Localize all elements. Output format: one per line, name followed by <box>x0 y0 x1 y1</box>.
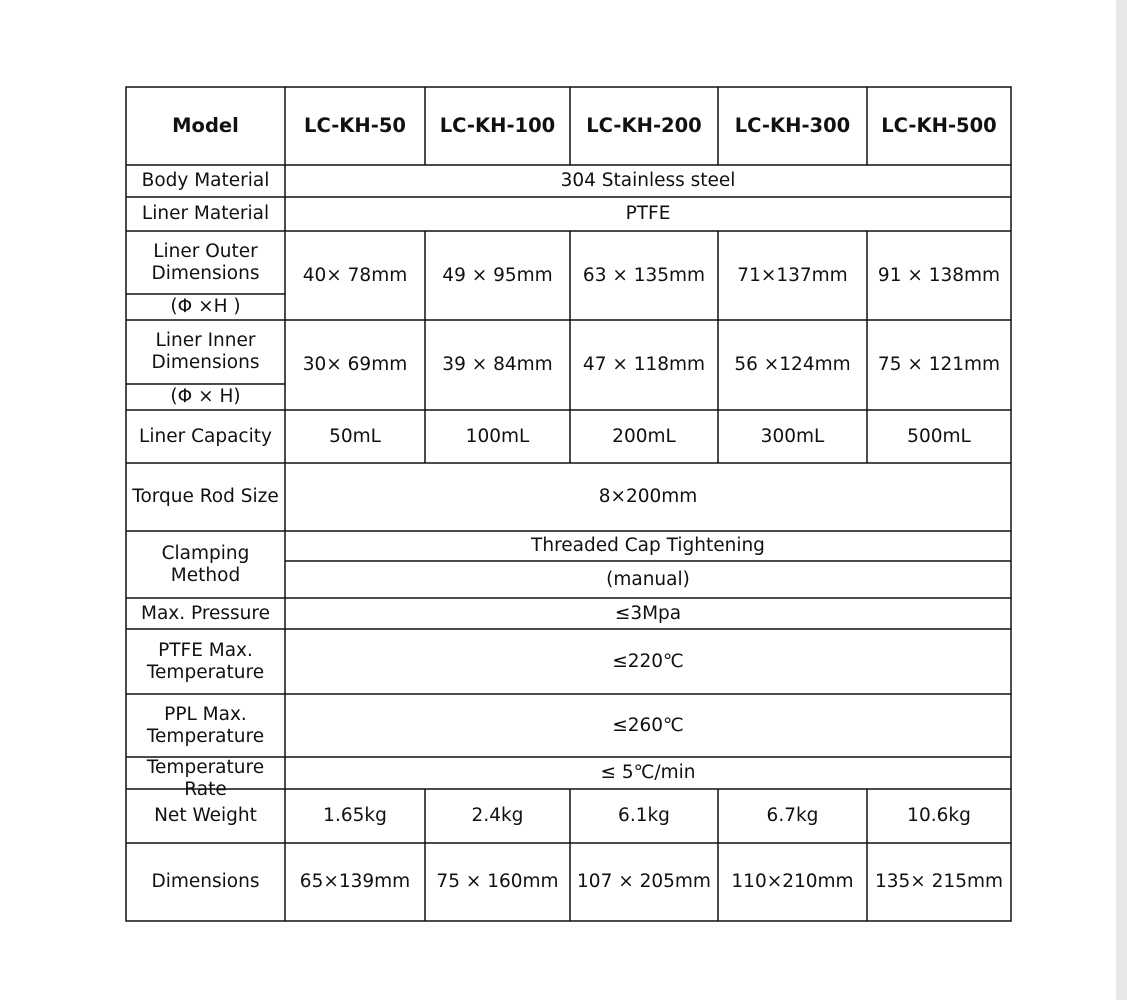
header-model-2: LC-KH-100 <box>439 114 556 137</box>
liner-capacity-value-5: 500mL <box>907 425 971 447</box>
liner-inner-value-5: 75 × 121mm <box>877 354 1001 375</box>
torque-rod-label: Torque Rod Size <box>132 486 279 507</box>
dimensions-value-3: 107 × 205mm <box>577 871 711 892</box>
liner-inner-unit: (Φ × H) <box>170 386 241 407</box>
dimensions-value-2: 75 × 160mm <box>436 871 559 892</box>
liner-outer-value-1: 40× 78mm <box>302 264 408 286</box>
liner-inner-value-4: 56 ×124mm <box>734 354 851 375</box>
liner-capacity-value-1: 50mL <box>329 425 381 447</box>
net-weight-value-2: 2.4kg <box>471 805 524 826</box>
net-weight-value-1: 1.65kg <box>323 805 387 826</box>
liner-outer-value-3: 63 × 135mm <box>582 264 706 286</box>
temp-rate-label: Temperature Rate <box>146 757 265 800</box>
torque-rod-value: 8×200mm <box>598 486 698 507</box>
header-model-3: LC-KH-200 <box>586 114 702 137</box>
liner-material-value: PTFE <box>625 203 671 224</box>
liner-capacity-value-4: 300mL <box>760 425 825 447</box>
dimensions-value-1: 65×139mm <box>299 871 411 892</box>
liner-outer-value-5: 91 × 138mm <box>877 264 1001 286</box>
dimensions-value-5: 135× 215mm <box>874 871 1004 892</box>
liner-outer-value-4: 71×137mm <box>737 264 848 286</box>
clamping-value-line2: (manual) <box>606 568 690 590</box>
net-weight-label: Net Weight <box>154 805 257 826</box>
liner-inner-label: Liner Inner Dimensions <box>151 330 260 373</box>
ptfe-temp-value: ≤220℃ <box>612 650 684 672</box>
liner-outer-value-2: 49 × 95mm <box>442 264 553 286</box>
ppl-temp-label: PPL Max. Temperature <box>146 703 265 747</box>
body-material-value: 304 Stainless steel <box>560 170 736 191</box>
liner-outer-unit: (Φ ×H ) <box>170 296 241 317</box>
ppl-temp-value: ≤260℃ <box>612 714 684 736</box>
header-model-5: LC-KH-500 <box>881 114 997 137</box>
liner-capacity-label: Liner Capacity <box>139 425 272 447</box>
net-weight-value-5: 10.6kg <box>907 805 971 826</box>
clamping-value-line1: Threaded Cap Tightening <box>531 535 765 556</box>
ptfe-temp-label: PTFE Max. Temperature <box>146 639 265 683</box>
clamping-label: Clamping Method <box>161 542 250 586</box>
body-material-label: Body Material <box>141 170 270 191</box>
liner-capacity-value-3: 200mL <box>612 425 676 447</box>
temp-rate-value: ≤ 5℃/min <box>600 762 696 783</box>
liner-outer-label: Liner Outer Dimensions <box>151 240 260 284</box>
liner-inner-value-1: 30× 69mm <box>302 354 408 375</box>
header-model-4: LC-KH-300 <box>734 114 851 137</box>
max-pressure-value: ≤3Mpa <box>614 602 682 624</box>
net-weight-value-3: 6.1kg <box>618 805 670 826</box>
header-model-1: LC-KH-50 <box>304 114 406 137</box>
liner-material-label: Liner Material <box>141 203 270 224</box>
net-weight-value-4: 6.7kg <box>766 805 819 826</box>
liner-inner-value-2: 39 × 84mm <box>442 354 553 375</box>
liner-inner-value-3: 47 × 118mm <box>582 354 706 375</box>
dimensions-label: Dimensions <box>151 871 260 892</box>
dimensions-value-4: 110×210mm <box>731 871 854 892</box>
max-pressure-label: Max. Pressure <box>140 602 270 624</box>
header-model-label: Model <box>172 114 239 137</box>
liner-capacity-value-2: 100mL <box>465 425 530 447</box>
